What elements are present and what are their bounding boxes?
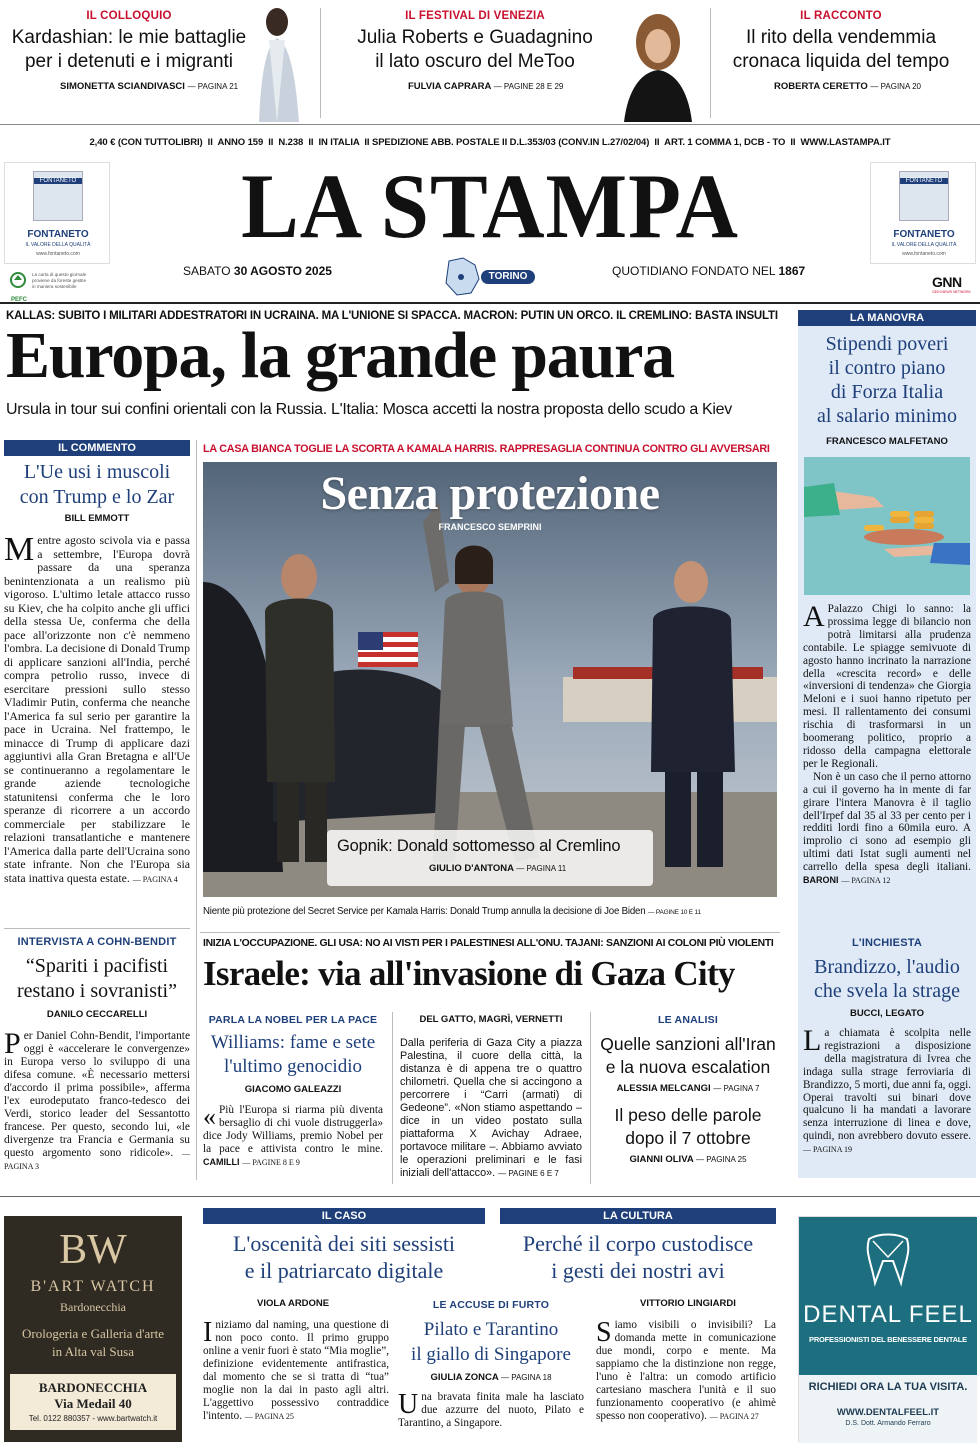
gopnik-page: — PAGINA 11 [516, 864, 567, 873]
caption-page: — PAGINE 10 E 11 [647, 909, 701, 916]
commento-body: entre agosto scivola via e passa a settembre, l'Europa dovrà passare da una speranza benintenzionata a un realismo più vigoroso. L'ultimo letale attacco russo su Kiev, che ha colpito anche gli uffici della stessa Ue, conferma che della pace all'orizzonte non c'è nemmeno l'ombra. La decisione di Donald Trump di applicare sanzioni all'India, perché compra petrolio russo, invece di esercitare pressioni sullo stesso Vladimir Putin, conferma che neanche l'America fa sul serio per garantire la pace in Ucraina. Nel frattempo, le minacce di Trump di applicare dazi aggiuntivi alla Gran Bretagna e all'Ue se continueranno a regolamentare le grande aziende tecnologiche statunitensi conferma che le loro speranze di ricorrere a un accordo commerciale per stabilizzare le relazioni transatlantiche e mantenere l'America dalla parte dell'Ucraina sono state infrante. Non che l'Europa sia stata inattiva questa estate. [4, 533, 190, 885]
analisi-title: Il peso delle parole [614, 1105, 762, 1125]
inchiesta-block[interactable] [798, 930, 976, 1178]
nobel-page: — PAGINE 8 E 9 [242, 1158, 300, 1167]
inchiesta-author: BUCCI, LEGATO [849, 1008, 925, 1019]
furto-title: Pilato e Tarantino [423, 1319, 559, 1340]
commento-author: BILL EMMOTT [64, 513, 130, 524]
nobel-body: Più l'Europa si riarma più diventa bersaglio di chi vuole distruggerla» dice Jody Williams, premio Nobel per la pace e attivista contro le mine. [203, 1104, 383, 1155]
ad-url: www.fontaneto.com [36, 251, 80, 257]
photo-kicker: LA CASA BIANCA TOGLIE LA SCORTA A KAMALA HARRIS. RAPPRESAGLIA CONTINUA CONTRO GLI AVVERSARI [203, 443, 770, 455]
teaser-title: Il rito della vendemmia [745, 27, 937, 48]
gopnik-title: Gopnik: Donald sottomesso al Cremlino [337, 837, 621, 855]
edition-badge[interactable]: TORINO [481, 270, 535, 284]
teaser-kicker: IL FESTIVAL DI VENEZIA [405, 10, 545, 22]
drop-cap: A [803, 600, 825, 633]
teaser-author: SIMONETTA SCIANDIVASCI [60, 81, 185, 92]
top-teasers [0, 0, 980, 122]
ad-fontaneto-left[interactable]: FONTANETO FONTANETO IL VALORE DELLA QUALITÀ www.fontaneto.com [4, 162, 110, 264]
photo-caption [203, 906, 779, 917]
manovra-author: FRANCESCO MALFETANO [826, 436, 948, 447]
commento-title: con Trump e lo Zar [19, 486, 175, 508]
bw-place: BARDONECCHIA [38, 1380, 148, 1395]
founded-year: 1867 [778, 264, 806, 278]
teaser-author: ROBERTA CERETTO [774, 81, 868, 92]
nobel-byline: CAMILLI [203, 1157, 240, 1167]
intervista-title: “Spariti i pacifisti [25, 955, 169, 977]
nobel-title: Williams: fame e sete [210, 1032, 376, 1053]
manovra-body: Palazzo Chigi lo sanno: la prossima legge di bilancio non potrà limitarsi alla prudenza contabile. Le spiagge semivuote di agosto hanno incrinato la narrazione della «crescita record» e delle «inversioni di tendenza» che Giorgia Meloni e i suoi hanno ripetuto per mesi. Il rallentamento dei consumi rischia di trasformarsi in un boomerang politico, proprio a ridosso della campagna elettorale per le Regionali. [803, 603, 971, 770]
date-value: 30 AGOSTO 2025 [233, 264, 332, 278]
main-kicker: KALLAS: SUBITO I MILITARI ADDESTRATORI IN UCRAINA. MA L'UNIONE SI SPACCA. MACRON: PUTIN UN ORCO. IL CREMLINO: BASTA INSULTI [6, 310, 778, 322]
furto-body: na bravata finita male ha lasciato due azzurre del nuoto, Pilato e Tarantino, a Singapore. [398, 1391, 584, 1429]
teaser-page: — PAGINE 28 E 29 [493, 82, 564, 91]
caption-text: Niente più protezione del Secret Service per Kamala Harris: Donald Trump annulla la decisione di Joe Biden [203, 906, 646, 917]
commento-title: L'Ue usi i muscoli [23, 461, 171, 483]
pefc-label: PEFC [10, 297, 27, 303]
teaser-author: FULVIA CAPRARA [408, 81, 492, 92]
analisi-block[interactable] [596, 1014, 780, 1165]
intervista-body: er Daniel Cohn-Bendit, l'importante oggi è «accelerare le convergenze» in Europa verso lo sviluppo di una difesa comune. «È necessario mettersi d'accordo il prima possibile», afferma l'ex eurodeputato franco-tedesco dei Verdi, storico leader del Sessantotto francese. Per questo, secondo lui, «le divergenze tra Francia e Germania su questo argomento sono ridicole». [4, 1030, 190, 1159]
drop-cap: L [803, 1024, 822, 1057]
teaser-page: — PAGINA 21 [187, 82, 239, 91]
cultura-title: i gesti dei nostri avi [551, 1258, 725, 1283]
drop-cap: M [4, 531, 35, 568]
gopnik-author: GIULIO D'ANTONA [429, 863, 514, 874]
manovra-body-2: Non è un caso che il perno attorno a cui il governo ha in mente di far girare l'intera Manovra è il taglio dell'Irpef dal 35 al 33 per cento per i redditi lordi fino a 60mila euro. A improlio ci sono ad esempio gli ultimi dati Istat sugli aumenti nel carrello della spesa degli italiani. [803, 770, 971, 874]
teaser-photo-kardashian [245, 0, 307, 122]
nobel-author: GIACOMO GALEAZZI [244, 1084, 342, 1095]
drop-cap: S [596, 1317, 612, 1348]
cultura-title: Perché il corpo custodisce [522, 1231, 754, 1256]
photo-author: FRANCESCO SEMPRINI [438, 522, 542, 532]
date-prefix: SABATO [183, 264, 234, 278]
manovra-title-line: al salario minimo [817, 405, 957, 427]
manovra-label: LA MANOVRA [798, 310, 976, 326]
israele-headline[interactable]: Israele: via all'invasione di Gaza City [203, 954, 735, 993]
intervista-author: DANILO CECCARELLI [46, 1009, 148, 1020]
ad-url: www.fontaneto.com [902, 251, 946, 257]
commento-page: — PAGINA 4 [132, 874, 178, 884]
caso-body: niziamo dal naming, una questione di non poco conto. Il primo gruppo online a venir fuori è stato “Mia moglie”, definizione evidentemente antifrastica, dal momento che se si tratta di “tua” moglie non la dai in pasto agli altri. L'aggettivo possessivo contraddice l'intento. [203, 1319, 389, 1422]
nobel-title: l'ultimo genocidio [224, 1056, 362, 1077]
teaser-1[interactable] [0, 10, 258, 92]
dental-sub: PROFESSIONISTI DEL BENESSERE DENTALE [809, 1335, 967, 1344]
tooth-icon [859, 1231, 917, 1289]
cultura-page: — PAGINA 27 [709, 1412, 759, 1421]
gnn-sub: GEDI NEWS NETWORK [932, 290, 971, 294]
intervista-kicker: INTERVISTA A COHN-BENDIT [17, 936, 177, 948]
ad-tagline: IL VALORE DELLA QUALITÀ [891, 242, 957, 248]
masthead-date [183, 264, 332, 278]
bw-desc: in Alta val Susa [52, 1344, 134, 1359]
inchiesta-title: che svela la strage [813, 980, 961, 1002]
teaser-title: Kardashian: le mie battaglie [11, 27, 247, 48]
founded-prefix: QUOTIDIANO FONDATO NEL [612, 264, 779, 278]
analisi-title: e la nuova escalation [605, 1057, 771, 1077]
caso-author: VIOLA ARDONE [257, 1298, 330, 1309]
teaser-2[interactable] [330, 10, 620, 92]
bw-brand: B'ART WATCH [30, 1278, 156, 1295]
commento-label: IL COMMENTO [4, 440, 190, 456]
teaser-title: per i detenuti e i migranti [24, 51, 234, 72]
gaza-body: Dalla periferia di Gaza City a piazza Palestina, il cuore della città, la distanza è di appena tre o quattro chilometri. Quella che si accingono a percorrere i “Carri (armati) di Gedeone”. «Non stiamo aspettando – dice in un video postato sulla piattaforma X Avichay Adraee, portavoce militare –. Abbiamo avviato le operazioni preliminari e le fasi iniziali dell'attacco». [400, 1037, 582, 1179]
analisi-title: dopo il 7 ottobre [625, 1128, 751, 1148]
teaser-title: il lato oscuro del MeToo [375, 51, 575, 72]
gnn-label: GNN [932, 274, 962, 290]
teaser-title: Julia Roberts e Guadagnino [357, 27, 593, 48]
drop-cap: I [203, 1317, 213, 1348]
teaser-kicker: IL COLLOQUIO [86, 10, 172, 22]
teaser-title: cronaca liquida del tempo [732, 51, 950, 72]
teaser-page: — PAGINA 20 [870, 82, 921, 91]
inchiesta-body: a chiamata è scolpita nelle registrazioni a disposizione della magistratura di Ivrea che indaga sulla strage ferroviaria di Brandizzo, 5 morti, due anni fa, oggi. Operai travolti sui binari dove qualcuno li ha mandati a lavorare senza interruzione di linea e dove, quindi, non avrebbero dovuto essere. [803, 1027, 971, 1143]
ad-brand: FONTANETO [27, 229, 89, 240]
commento-block[interactable] [4, 440, 190, 886]
nobel-label: PARLA LA NOBEL PER LA PACE [208, 1014, 378, 1026]
ad-dental-feel[interactable] [798, 1216, 976, 1442]
main-headline[interactable]: Europa, la grande paura [6, 319, 674, 392]
gaza-authors: DEL GATTO, MAGRÌ, VERNETTI [419, 1014, 563, 1025]
ad-fontaneto-right[interactable]: FONTANETO FONTANETO IL VALORE DELLA QUALITÀ www.fontaneto.com [870, 162, 976, 264]
main-subhead: Ursula in tour sui confini orientali con la Russia. L'Italia: Mosca accetti la nostra proposta dello scudo a Kiev [6, 401, 732, 418]
manovra-title-line: di Forza Italia [830, 381, 944, 403]
bw-street: Via Medail 40 [54, 1396, 132, 1411]
manovra-byline: BARONI [803, 875, 839, 886]
caso-title: L'oscenità dei siti sessisti [232, 1231, 456, 1256]
israele-kicker: INIZIA L'OCCUPAZIONE. GLI USA: NO AI VISTI PER I PALESTINESI ALL'ONU. TAJANI: SANZIONI AI COLONI PIÙ VIOLENTI [203, 938, 774, 949]
analisi-page: — PAGINA 7 [713, 1084, 760, 1093]
gaza-page: — PAGINE 6 E 7 [498, 1169, 559, 1178]
analisi-label: LE ANALISI [658, 1014, 718, 1026]
bw-logo: BW [59, 1227, 127, 1273]
cultura-label: LA CULTURA [500, 1208, 776, 1224]
caso-title: e il patriarcato digitale [244, 1258, 444, 1283]
dental-url: WWW.DENTALFEEL.IT [836, 1407, 940, 1418]
gnn-logo [932, 274, 971, 294]
inchiesta-label: L'INCHIESTA [852, 937, 922, 949]
inchiesta-title: Brandizzo, l'audio [814, 956, 960, 978]
analisi-page: — PAGINA 25 [695, 1155, 747, 1164]
info-line: 2,40 € (CON TUTTOLIBRI) II ANNO 159 II N.238 II IN ITALIA II SPEDIZIONE ABB. POSTALE II D.L.353/03 (CONV.IN L.27/02/04) II ART. 1 COMMA 1, DCB - TO II WWW.LASTAMPA.IT [89, 137, 891, 148]
pefc-logo [6, 272, 32, 303]
teaser-kicker: IL RACCONTO [800, 10, 882, 22]
cultura-body: iamo visibili o invisibili? La domanda mette in comunicazione due mondi, corpo e mente. Ma sappiamo che la distinzione non regge, l'uno è l'altra: un comodo artificio cartesiano maschera l'unità e il suo funzionamento cooperativo (e ahimè spesso non cooperativo). [596, 1319, 776, 1422]
analisi-title: Quelle sanzioni all'Iran [600, 1034, 776, 1054]
masthead-title: LA STAMPA [241, 155, 739, 257]
drop-cap: « [203, 1102, 216, 1131]
furto-block[interactable] [396, 1296, 586, 1430]
furto-label: LE ACCUSE DI FURTO [432, 1299, 550, 1311]
manovra-title-line: Stipendi poveri [825, 333, 949, 355]
piedmont-map-icon [443, 257, 481, 302]
intervista-block[interactable] [4, 936, 190, 1173]
bw-city: Bardonecchia [60, 1300, 126, 1314]
dental-cta: RICHIEDI ORA LA TUA VISITA. [808, 1381, 968, 1393]
manovra-page: — PAGINA 12 [841, 876, 891, 886]
coins-hands-illustration [804, 457, 970, 595]
inchiesta-page: — PAGINA 19 [803, 1145, 853, 1155]
photo-headline[interactable]: Senza protezione [320, 467, 660, 520]
caso-page: — PAGINA 25 [244, 1412, 294, 1421]
ad-brand: FONTANETO [893, 229, 955, 240]
gopnik-box[interactable] [327, 830, 653, 886]
teaser-3[interactable] [712, 10, 970, 92]
founded-line [612, 264, 805, 278]
ad-bart-watch[interactable] [4, 1216, 182, 1442]
bw-desc: Orologeria e Galleria d'arte [21, 1326, 165, 1341]
drop-cap: U [398, 1389, 419, 1420]
furto-page: — PAGINA 18 [501, 1373, 552, 1382]
cultura-author: VITTORIO LINGIARDI [640, 1298, 736, 1309]
nobel-block[interactable] [203, 1014, 383, 1169]
drop-cap: P [4, 1027, 21, 1060]
manovra-block[interactable] [798, 310, 976, 930]
caso-label: IL CASO [203, 1208, 485, 1224]
gaza-block[interactable] [400, 1014, 582, 1180]
analisi-author: ALESSIA MELCANGI [616, 1083, 711, 1094]
pefc-note: La carta di questo giornale proviene da foreste gestite in maniera sostenibile [32, 272, 87, 289]
teaser-photo-roberts [620, 0, 695, 122]
manovra-title-line: il contro piano [828, 357, 946, 379]
intervista-title: restano i sovranisti” [17, 980, 177, 1002]
furto-title: il giallo di Singapore [411, 1344, 571, 1365]
intervista-page: — PAGINA 3 [4, 1149, 190, 1171]
bw-contact: Tel. 0122 880357 - www.bartwatch.it [28, 1414, 158, 1423]
dental-director: D.S. Dott. Armando Ferraro [845, 1420, 931, 1427]
harris-photo[interactable] [203, 462, 777, 897]
analisi-author: GIANNI OLIVA [629, 1154, 694, 1165]
ad-tagline: IL VALORE DELLA QUALITÀ [25, 242, 91, 248]
furto-author: GIULIA ZONCA [430, 1372, 499, 1383]
dental-brand: DENTAL FEEL [803, 1301, 973, 1328]
